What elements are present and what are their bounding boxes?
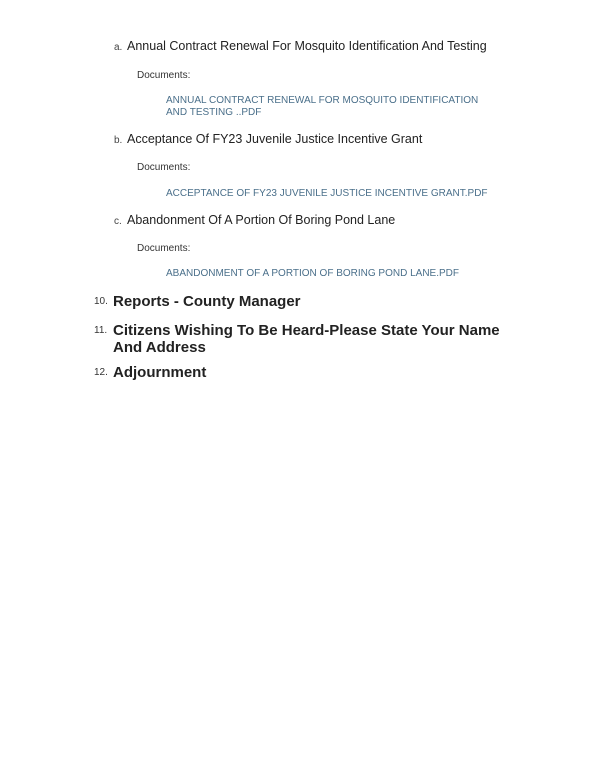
item-marker: 12. [94,367,108,378]
item-title: Citizens Wishing To Be Heard-Please State Your Name And Address [113,322,500,356]
subitem-title: Abandonment Of A Portion Of Boring Pond Lane [127,213,396,227]
documents-label: Documents: [137,70,191,81]
subitem-marker: a. [114,42,123,53]
item-marker: 11. [94,325,108,336]
document-link-boring-pond[interactable]: ABANDONMENT OF A PORTION OF BORING POND LANE.PDF [166,268,460,279]
document-link-mosquito[interactable]: ANNUAL CONTRACT RENEWAL FOR MOSQUITO IDENTIFICATION AND TESTING ..PDF [166,95,479,118]
item-title: Adjournment [113,364,207,381]
documents-label: Documents: [137,243,191,254]
item-title: Reports - County Manager [113,293,301,310]
document-link-juvenile-justice[interactable]: ACCEPTANCE OF FY23 JUVENILE JUSTICE INCENTIVE GRANT.PDF [166,188,488,199]
subitem-title: Annual Contract Renewal For Mosquito Identification And Testing [127,39,487,53]
documents-label: Documents: [137,162,191,173]
subitem-marker: c. [114,216,122,227]
subitem-marker: b. [114,135,123,146]
subitem-title: Acceptance Of FY23 Juvenile Justice Incentive Grant [127,132,423,146]
item-marker: 10. [94,296,108,307]
